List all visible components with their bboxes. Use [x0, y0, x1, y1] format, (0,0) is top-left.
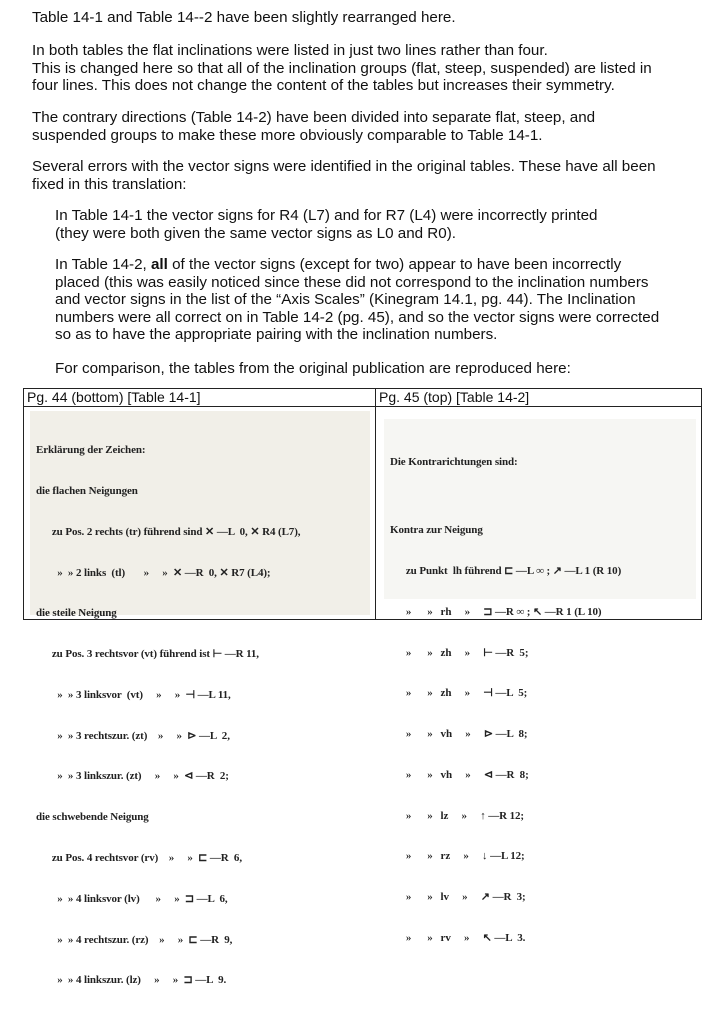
scan-line: Die Kontrarichtungen sind:	[390, 456, 518, 469]
table-14-1-column	[24, 389, 376, 987]
scan-line: zu Pos. 4 rechtsvor (rv) » » ⊏ —R 6,	[36, 852, 242, 864]
scan-line: zu Punkt lh führend ⊏ —L ∞ ; ↗ —L 1 (R 10)	[390, 564, 622, 577]
scan-line: die schwebende Neigung	[36, 811, 149, 824]
text-line: This is changed here so that all of the inclination groups (flat, steep, suspended) are listed in	[32, 59, 652, 77]
text-line: (they were both given the same vector signs as L0 and R0).	[55, 224, 456, 242]
text-line: placed (this was easily noticed since these did not correspond to the inclination numbers	[55, 273, 649, 291]
scan-line: » » rv » ↖ —L 3.	[390, 931, 526, 944]
scan-line: Erklärung der Zeichen:	[36, 444, 146, 457]
scan-line: » » lv » ↗ —R 3;	[390, 891, 526, 904]
text-line: fixed in this translation:	[32, 175, 187, 193]
scan-line: » » zh » ⊣ —L 5;	[390, 687, 528, 700]
comparison-tables	[23, 388, 702, 987]
text-line: In both tables the flat inclinations were listed in just two lines rather than four.	[32, 42, 548, 59]
text-line: In Table 14-1 the vector signs for R4 (L7) and for R7 (L4) were incorrectly printed	[55, 207, 598, 224]
paragraph-4	[32, 158, 702, 193]
table-14-2-header: Pg. 45 (top) [Table 14-2]	[376, 389, 701, 407]
text-line: numbers were all correct on in Table 14-2 (pg. 45), and so the vector signs were corrected	[55, 308, 660, 326]
text-line: The contrary directions (Table 14-2) have been divided into separate flat, steep, and	[32, 109, 596, 126]
scan-line: Kontra zur Neigung	[390, 524, 483, 537]
table-14-2-scan	[390, 429, 621, 973]
scan-line: » » 3 linksvor (vt) » » ⊣ —L 11,	[36, 688, 231, 701]
text-line: suspended groups to make these more obviously comparable to Table 14-1.	[32, 126, 543, 144]
scan-line: » » lz » ↑ —R 12;	[390, 809, 524, 822]
paragraph-7	[55, 360, 712, 378]
table-14-1-header: Pg. 44 (bottom) [Table 14-1]	[24, 389, 375, 407]
text-line: Table 14-1 and Table 14--2 have been slightly rearranged here.	[32, 9, 456, 26]
paragraph-1	[32, 9, 702, 27]
scan-line: zu Pos. 2 rechts (tr) führend sind ✕ —L 0, ✕ R4 (L7),	[36, 525, 301, 538]
paragraph-2	[32, 42, 702, 95]
scan-line: zu Pos. 3 rechtsvor (vt) führend ist ⊢ —R 11,	[36, 648, 259, 661]
scan-line: die flachen Neigungen	[36, 484, 138, 497]
text-line: so as to have the appropriate pairing with the inclination numbers.	[55, 326, 498, 343]
text-line: In Table 14-2, all of the vector signs (except for two) appear to have been incorrectly	[55, 256, 622, 273]
scan-line: » » 4 rechtszur. (rz) » » ⊏ —R 9,	[36, 933, 233, 946]
text-line: and vector signs in the list of the “Axis Scales” (Kinegram 14.1, pg. 44). The Inclination	[55, 291, 636, 308]
scan-line: die steile Neigung	[36, 607, 117, 620]
scan-line: » » zh » ⊢ —R 5;	[390, 646, 529, 659]
paragraph-6	[55, 256, 712, 344]
scan-line: » » 4 linksvor (lv) » » ⊐ —L 6,	[36, 892, 228, 905]
text-line: four lines. This does not change the content of the tables but increases their symmetry.	[32, 77, 615, 94]
scan-line: » » 3 linkszur. (zt) » » ⊲ —R 2;	[36, 770, 229, 783]
scan-line: » » rh » ⊐ —R ∞ ; ↖ —R 1 (L 10)	[390, 605, 602, 618]
scan-line: » » vh » ⊲ —R 8;	[390, 768, 529, 781]
text-line: Several errors with the vector signs were identified in the original tables. These have all been	[32, 158, 656, 175]
scan-line: » » 3 rechtszur. (zt) » » ⊳ —L 2,	[36, 729, 230, 742]
table-14-1-scan	[36, 417, 300, 1015]
paragraph-3	[32, 109, 702, 144]
scan-line: » » 2 links (tl) » » ✕ —R 0, ✕ R7 (L4);	[36, 566, 271, 579]
scan-line: » » 4 linkszur. (lz) » » ⊐ —L 9.	[36, 974, 227, 987]
scan-line: » » vh » ⊳ —L 8;	[390, 728, 528, 741]
paragraph-5	[55, 207, 712, 242]
scan-line: » » rz » ↓ —L 12;	[390, 850, 525, 863]
text-line: For comparison, the tables from the original publication are reproduced here:	[55, 360, 571, 377]
table-14-2-column	[376, 389, 701, 944]
